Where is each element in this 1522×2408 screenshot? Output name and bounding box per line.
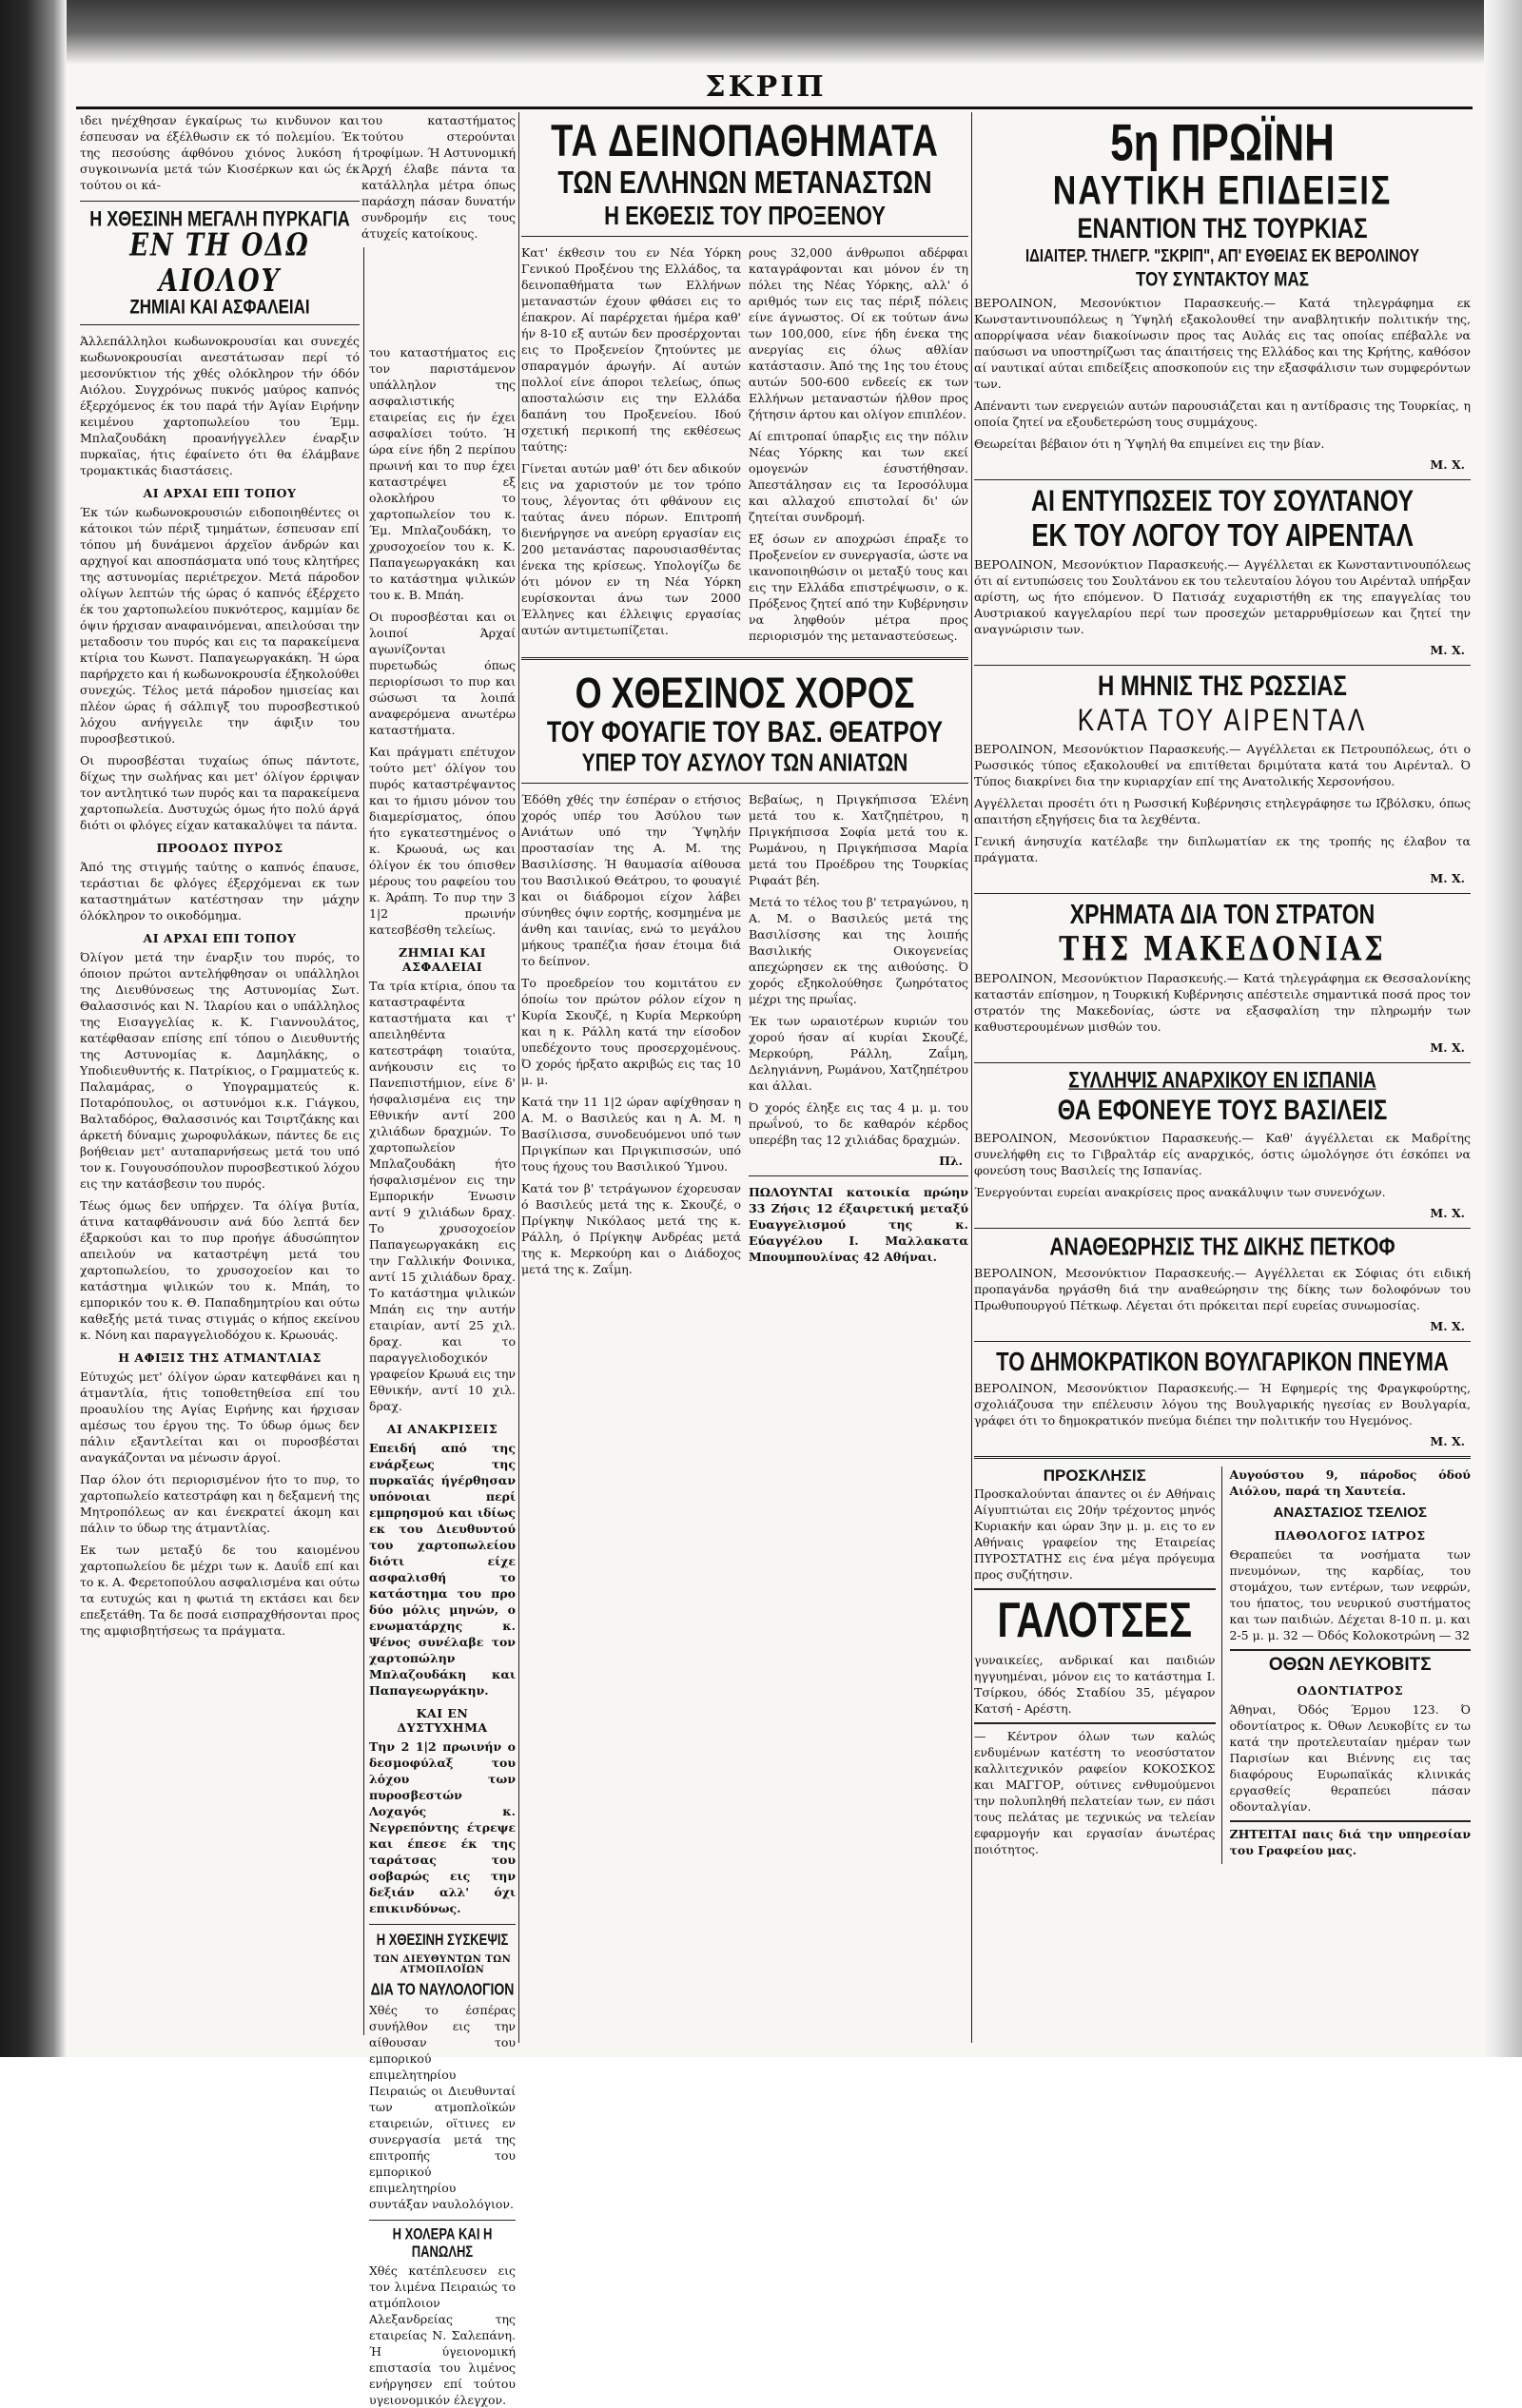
column-divider xyxy=(971,112,972,2043)
paragraph: Και πράγματι επέτυχον τούτο μετ' όλίγον του πυρός καταστρέψαντος και το ήμισυ μόνον του διαμερίσματος, όπου ήτο εγκατεστημένος ο κ. Κρωουά, ως και όλίγον έκ του όπισθεν μέρους του ραφείου του κ. Άράπη. Το πυρ την 3 1|2 πρωινήν κατεσβέσθη τελείως. xyxy=(369,745,516,937)
headline-ball-3: ΥΠΕΡ ΤΟΥ ΑΣΥΛΟΥ ΤΩΝ ΑΝΙΑΤΩΝ xyxy=(581,749,908,777)
separator xyxy=(369,1924,516,1925)
headline-fire: Η ΧΘΕΣΙΝΗ ΜΕΓΑΛΗ ΠΥΡΚΑΓΙΑ xyxy=(89,206,350,231)
separator xyxy=(974,1228,1471,1229)
paragraph: Έκ τών κωδωνοκρουσιών ειδοποιηθέντες οι κάτοικοι τών πέριξ τμημάτων, έσπευσαν επί τόπου μή δυνάμενοι άρχεϊον άνδρών και αρχηγοί και αποσπάσματα υπό τους κλητήρες της αστυνομίας περιέτρεχον. Μετά πάροδον ολίγων λεπτών τής ώρας ό καπνός έξέρχετο έκ του χαρτοπωλείου πυκνότερος, καμμίαν δε όψιν ήρχισαν αναφαινόμεναι, απειλούσαι την μεταδοσιν του πυρός και εις τα παρακείμενα κτίρια του Κωνστ. Παπαγεωργακάκη. Ή ώρα παρήρχετο και ή κωδωνοκρουσία έξηκολούθει συνεχώς. Τέλος μετά πάροδον ημισείας και πλέον ώρας ή σάλπιγξ του πυροσβεστικού λόχου ανήγγειλε την άφιξιν του πυροσβεστικού. xyxy=(80,505,360,746)
paragraph: ΒΕΡΟΛΙΝΟΝ, Μεσονύκτιον Παρασκευής.— Ή Εφημερίς της Φραγκφούρτης, σχολιάζουσα την επέλευσιν λόγου της Βουλγαρικής ηγεσίας εν Βουλγαρία, γράφει ότι το δημοκρατικόν πνεύμα διέπει την πολιτικήν του Ηγεμόνος. xyxy=(974,1381,1471,1427)
paragraph: ρους 32,000 άνθρωποι αδέρφαι καταγράφονται και μόνον έν τη πόλει της Νέας Υόρκης, αλλ' ό αριθμός των εις τας πέριξ πόλεις είνε άγνωστος. Οί εκ τούτων άνω των 100,000, είνε ήδη ένεκα της ανεργίας εις όλως αθλίαν κατάστασιν. Άπό της 1ης του έτους αυτών 500-600 ενδεείς εκ των Ελλήνων μεταναστών ήλθον προς ζήτησιν άρτου και ολίγον επιπλέον. xyxy=(749,245,968,421)
masthead: ΣΚΡΙΠ xyxy=(705,70,827,104)
paragraph: Θεωρείται βέβαιον ότι η Ύψηλή θα επιμείνει εις την βίαν. xyxy=(974,437,1325,451)
signature: Μ. Χ. xyxy=(1430,871,1465,885)
ad-column-right xyxy=(1230,1466,1472,1864)
headline-naval-2: ΕΝΑΝΤΙΟΝ ΤΗΣ ΤΟΥΡΚΙΑΣ xyxy=(1077,212,1368,245)
paragraph: Την 2 1|2 πρωινήν ο δεσμοφύλαξ του λόχου των πυροσβεστών Λοχαγός κ. Νεγρεπόντης έτρεψε και έπεσε έκ της ταράτσας του σοβαρώς εις την δεξιάν αλλ' όχι επικινδύνως. xyxy=(369,1739,516,1915)
paragraph: Χθές το έσπέρας συνήλθον εις την αίθουσαν του εμπορικού επιμελητηρίου Πειραιώς οι Διευθυνταί των ατμοπλοϊκών εταιρειών, οϊτινες εν συνεργασία μετά της επιτροπής του εμπορικού επιμελητηρίου συντάξαν ναυλολόγιον. xyxy=(369,2003,516,2211)
headline-russia-2: ΚΑΤΑ ΤΟΥ ΑΙΡΕΝΤΑΛ xyxy=(1077,702,1368,738)
paragraph: Άλλεπάλληλοι κωδωνοκρουσίαι και συνεχές κωδωνοκρουσίαι ανεστάτωσαν περί τό μεσονύκτιον τής χθές ολόκληρον τήν όδόν Αιόλου. Συγχρόνως πυκνός μαύρος καπνός έξερχόμενος έκ του παρά τήν Άγίαν Ειρήνην κειμένου χαρτοπωλείου του Έμμ. Μπλαζουδάκη προανήγγελλεν έναρξιν πυρκαϊας, ήτις έφαίνετο ότι θα έλάμβανε τρομακτικάς διαστάσεις. xyxy=(80,334,360,477)
signature: Πλ. xyxy=(939,1154,963,1168)
paragraph: Κατ' έκθεσιν του εν Νέα Υόρκη Γενικού Προξένου της Ελλάδος, τα δεινοπαθήματα των Ελλήνων μεταναστών έχουν φθάσει εις το έπακρον. Αί παρέρχεται ήμέρα καθ' ήν 8-10 εξ αυτών δεν προσέρχονται εις το Προξενείον ζητούντες με σπαραγμόν άρωγήν. Αί αυτών πολλοί είνε άποροι τελείως, όπως αποσταλώσιν εις την Ελλάδα δαπάνη του Προξενείου. Ιδού σχετική περικοπή της εκθέσεως ταύτης: xyxy=(521,245,741,454)
signature: Μ. Χ. xyxy=(1430,1434,1465,1448)
article-continued: ιδει ηνέχθησαν έγκαίρως τω κινδυνον και έσπευσαν να έξέλθωσιν εκ τό πολεμίου. Έκ της πεσούσης άφθόνου χιόνος λυκόση ή συγκοινωνία μετά τών Κιοσέρκων και ώς έκ τούτου οι κά- xyxy=(80,113,360,192)
paragraph: Αί επιτροπαί ύπαρξις εις την πόλιν Νέας Υόρκης και των εκεί ομογενών έσυστήθησαν. Άπεστάλησαν εις τα Ιεροσόλυμα και αλλαχού επιστολαί δι' ών ζητείται συνδρομή. xyxy=(749,429,968,524)
paragraph: Εξ όσων εν αποχρώσι έπραξε το Προξενείον εν συνεργασία, ώστε να ικανοποιηθώσιν οι μεταξύ τους και εις την Ελλάδα επιστρέψωσιν, ο κ. Πρόξενος ζητεί από την Κυβέρνησιν να ληφθούν μέτρα προς περιορισμόν της μεταναστεύσεως. xyxy=(749,532,968,643)
headline-fire-sub: ΖΗΜΙΑΙ ΚΑΙ ΑΣΦΑΛΕΙΑΙ xyxy=(129,295,310,319)
separator xyxy=(749,1175,968,1176)
separator xyxy=(521,657,968,660)
paragraph: του καταστήματος εις τον παριστάμενον υπάλληλον της ασφαλιστικής εταιρείας εις ήν έχει ασφαλίσει τούτο. Ή ώρα είνε ήδη 2 περίπου πρωινή και το πυρ έχει καταστρέψει εξ ολοκλήρου το χαρτοπωλείον του κ. Έμ. Μπλαζουδάκη, το χρυσοχοείον του κ. Κ. Παπαγεωργακάκη και το κατάστημα ψιλικών του κ. Β. Μπάη. xyxy=(369,345,516,602)
column-divider xyxy=(518,112,519,2043)
ad-title-doctor: ΑΝΑΣΤΑΣΙΟΣ ΤΣΕΛΙΟΣ xyxy=(1273,1505,1427,1521)
paragraph: Ό χορός έληξε εις τας 4 μ. μ. του πρωΐνού, το δε καθαρόν κέρδος υπερέβη τας 12 χιλιάδας δραχμών. xyxy=(749,1100,968,1147)
advertisements xyxy=(974,1466,1471,1864)
paragraph: Το προεδρείον του κομιτάτου εν όποίω τον πρώτον ρόλον είχον η Κυρία Σκουζέ, η Κυρία Μερκούρη και η κ. Ράλλη κατά την είσοδον υπεδέχοντο τους προσερχομένους. Ό χορός ήρξατο ακριβώς εις τας 10 μ. μ. xyxy=(521,976,741,1087)
paragraph: ΒΕΡΟΛΙΝΟΝ, Μεσονύκτιον Παρασκευής.— Αγγέλλεται εκ Πετρουπόλεως, ότι ο Ρωσσικός τύπος εξακολουθεί να επιτίθεται δριμύτατα κατά του Αιρένταλ. Ό Τύπος διακρίνει δια την κυριαρχίαν επί της Ανατολικής Χερσονήσου. xyxy=(974,742,1471,788)
separator xyxy=(80,201,360,202)
paragraph: Έκ των ωραιοτέρων κυριών του χορού ήσαν αί κυρίαι Σκουζέ, Μερκούρη, Ράλλη, Ζαΐμη, Δεληγιάννη, Ρωμάνου, Χατζηπέτρου και άλλαι. xyxy=(749,1014,968,1093)
ad-title-galoshes: ΓΑΛΟΤΣΕΣ xyxy=(997,1593,1192,1648)
article-continued: του καταστήματος τούτου στερούνται τροφίμων. Ή Αστυνομική Άρχή έλαβε πάντα τα κατάλληλα μέτρα όπως παράσχη πάσαν δυνατήν συνδρομήν εις τους άτυχείς κατοίκους. xyxy=(361,113,516,241)
headline-meeting: Η ΧΘΕΣΙΝΗ ΣΥΣΚΕΨΙΣ xyxy=(376,1931,509,1949)
signature: Μ. Χ. xyxy=(1430,1040,1465,1055)
signature: Μ. Χ. xyxy=(1430,643,1465,657)
paragraph: Χθές κατέπλευσεν εις τον λιμένα Πειραιώς το ατμόπλοιον Αλεξανδρείας της εταιρείας Ν. Σαλεπάνη. Ή ύγειονομική επιστασία του λιμένος ενήργησεν επί τούτου υγειονομικόν έλεγχον. xyxy=(369,2263,516,2407)
headline-sultan: ΑΙ ΕΝΤΥΠΩΣΕΙΣ ΤΟΥ ΣΟΥΛΤΑΝΟΥ xyxy=(1030,484,1415,518)
headline-naval-3: ΙΔΙΑΙΤΕΡ. ΤΗΛΕΓΡ. "ΣΚΡΙΠ", ΑΠ' ΕΥΘΕΙΑΣ ΕΚ ΒΕΡΟΛΙΝΟΥ xyxy=(1024,245,1420,267)
separator xyxy=(521,236,968,237)
ad-text: — Κέντρον όλων των καλώς ενδυμένων κατέστη το νεοσύστατον καλλιτεχνικόν ραφείον ΚΟΚΟΣΚΟΣ και ΜΑΓΓΟΡ, ούτινες ενθυμούμενοι την πολυπληθή πελατείαν των, εν πάσι τους πελάτας με τεχνικώς να τελείαν εφαρμογήν και εργασίαν άνωτέρας ποιότητος. xyxy=(974,1729,1216,1856)
headline-russia: Η ΜΗΝΙΣ ΤΗΣ ΡΩΣΣΙΑΣ xyxy=(1098,670,1347,703)
paragraph: Τα τρία κτίρια, όπου τα καταστραφέντα καταστήματα και τ' απειληθέντα κατεστράφη τοιαύτα, ανήκουσιν εις το Πανεπιστήμιον, είνε δ' ήσφαλισμένα εις την Εθνικήν αντί 200 χιλιάδων δραχμών. Το χαρτοπωλείον Μπλαζουδάκη ήτο ήσφαλισμένον εις την Εμπορικήν Ένωσιν αντί 9 χιλιάδων δραχ. Το χρυσοχοείον Παπαγεωργακάκη εις την Γαλλικήν Φοινικα, αντί 15 χιλιάδων δραχ. Το κατάστημα ψιλικών Μπάη εις την αυτήν εταιρίαν, αντί 25 χιλ. δραχ. και το παραγγελιοδοχικόν γραφείον Κρωυά εις την Εθνικήν, αντί 10 χιλ. δραχ. xyxy=(369,979,516,1413)
paragraph: ΒΕΡΟΛΙΝΟΝ, Μεσονύκτιον Παρασκευής.— Καθ' άγγέλλεται εκ Μαδρίτης συνελήφθη εις το Γιβραλτάρ είς αναρχικός, όστις ώμολόγησε ότι έσκόπει να φονεύση τους Βασιλείς της Ισπανίας. xyxy=(974,1131,1471,1177)
scan-edge-top xyxy=(67,0,1493,65)
signature: Μ. Χ. xyxy=(1430,1319,1465,1333)
headline-anarchist: ΣΥΛΛΗΨΙΣ ΑΝΑΡΧΙΚΟΥ ΕΝ ΙΣΠΑΝΙΑ xyxy=(1068,1068,1376,1094)
paragraph: ΒΕΡΟΛΙΝΟΝ, Μεσονύκτιον Παρασκευής.— Κατά τηλεγράφημα εκ Θεσσαλονίκης καταστάν επίσημον, η Τουρκική Κυβέρνησις απέστειλε σημαντικά ποσά προς τον στρατόν της Μακεδονίας, ώστε να εξασφαλίση την πληρωμήν των καθυστερουμένων μισθών του. xyxy=(974,971,1471,1034)
paragraph: Εκ των μεταξύ δε του καιομένου χαρτοπωλείου δε μέχρι των κ. Δαυΐδ επί και το κ. Α. Φερετοπούλου ασφαλισμένα και ούτω τα ευτυχώς και η φωτιά τη εκτάσει και δεν επεξετάθη. Τα δε ποσά εισπραχθήσονται προς της αμφισβητήσεως τα πράγματα. xyxy=(80,1543,360,1638)
ad-title: ΠΡΟΣΚΛΗΣΙΣ xyxy=(1043,1466,1146,1485)
paragraph: Γενική άνησυχία κατέλαβε την διπλωματίαν εκ της τροπής ης έλαβον τα πράγματα. xyxy=(974,834,1471,864)
headline-emigrants-2: ΤΩΝ ΕΛΛΗΝΩΝ ΜΕΤΑΝΑΣΤΩΝ xyxy=(557,165,932,201)
paragraph: ΒΕΡΟΛΙΝΟΝ, Μεσονύκτιον Παρασκευής.— Αγγέλλεται εκ Κωνσταντινουπόλεως ότι αί εντυπώσεις του Σουλτάνου εκ του τελευταίου λόγου του Αιρένταλ υπήρξαν αρίστη, ως ήτο επόμενον. Ό Πατισάχ ευχαριστήθη εκ της επαγγελίας του Αυστριακού καγγελαρίου περί των προσεχών μεταρρυθμίσεων και ζητεί την αναγνώρισιν των. xyxy=(974,557,1471,636)
ad-text: Αυγούστου 9, πάροδος όδού Αιόλου, παρά τη Χαυτεία. xyxy=(1229,1467,1471,1498)
ad-subtitle: ΟΔΟΝΤΙΑΤΡΟΣ xyxy=(1297,1683,1404,1698)
separator xyxy=(974,1062,1471,1063)
ad-subtitle: ΠΑΘΟΛΟΓΟΣ ΙΑΤΡΟΣ xyxy=(1274,1528,1426,1543)
paragraph: Έδόθη χθές την έσπέραν ο ετήσιος χορός υπέρ του Άσύλου των Ανιάτων υπό την Ύψηλήν προστασίαν της Α. Μ. της Βασιλίσσης. Ή θαυμασία αίθουσα του Βασιλικού Θεάτρου, το φουαγιέ και οι διάδρομοι είχον λάβει σύνηθες όψιν εορτής, κοσμημένα με άνθη και ταινίας, ενώ το μεγάλου μήκους τραπέζια ήσαν έτοιμα διά το δείπνον. xyxy=(521,792,741,968)
headline-bulgarian: ΤΟ ΔΗΜΟΚΡΑΤΙΚΟΝ ΒΟΥΛΓΑΡΙΚΟΝ ΠΝΕΥΜΑ xyxy=(996,1346,1449,1376)
separator xyxy=(974,1341,1471,1342)
paragraph: Οι πυροσβέσται και οι λοιποί Άρχαί αγωνίζονται πυρετωδώς όπως περιορίσωσι το πυρ και σώσωσι τα λοιπά αναφερόμενα ανωτέρω καταστήματα. xyxy=(369,610,516,737)
paragraph: Απέναντι των ενεργειών αυτών παρουσιάζεται και η αντίδρασις της Τουρκίας, η οποία ζητεί να εξουδετερώση τους συμμάχους. xyxy=(974,398,1471,429)
headline-sultan-2: ΕΚ ΤΟΥ ΛΟΓΟΥ ΤΟΥ ΑΙΡΕΝΤΑΛ xyxy=(1031,517,1414,553)
subheading: ΑΙ ΑΡΧΑΙ ΕΠΙ ΤΟΠΟΥ xyxy=(143,486,297,500)
paragraph: Οι πυροσβέσται τυχαίως όπως πάντοτε, δίχως την σωλήνας και μετ' όλίγον έρριψαν τον αντλητικό των πυρός και τα παρακείμενα χαρτοπωλεία. Δυστυχώς όμως ήτο πολύ άργά διότι οι φλόγες είχαν κατακαλύψει τα πάντα. xyxy=(80,753,360,832)
subheading: ΚΑΙ ΕΝ ΔΥΣΤΥΧΗΜΑ xyxy=(397,1706,488,1735)
headline-naval-4: ΤΟΥ ΣΥΝΤΑΚΤΟΥ ΜΑΣ xyxy=(1136,267,1309,291)
paragraph: Κατά τον β' τετράγωνον έχορευσαν ό Βασιλεύς μετά της κ. Σκουζέ, ο Πρίγκηψ Νικόλαος μετά της κ. Ράλλη, ό Πρίγκηψ Ανδρέας μετά της κ. Μερκούρη και ο Διάδοχος μετά της κ. Ζαΐμη. xyxy=(521,1181,741,1276)
ad-text: ΖΗΤΕΙΤΑΙ παις διά την υπηρεσίαν του Γραφείου μας. xyxy=(1229,1827,1471,1857)
ad-text: Άθηναι, Όδός Έρμου 123. Ό οδοντίατρος κ. Όθων Λευκοβίτς εν τω κατά την προτελευταίαν ημέραν των Παρισίων και Βιέννης εις τας διαφόρους Ευρωπαϊκάς κλινικάς εργασθείς θεραπεύει πάσαν οδονταλγίαν. xyxy=(1229,1702,1471,1814)
column-1 xyxy=(80,112,360,2043)
separator xyxy=(80,324,360,325)
headline-edition: 5η ΠΡΩΪΝΗ xyxy=(1110,113,1335,172)
column-2 xyxy=(521,112,968,2043)
headline-money: ΧΡΗΜΑΤΑ ΔΙΑ ΤΟΝ ΣΤΡΑΤΟΝ xyxy=(1069,898,1376,930)
separator xyxy=(974,479,1471,480)
paragraph: Γίνεται αυτών μαθ' ότι δεν αδικούν εις να χαριστούν με τον τρόπο τους, λέγοντας ότι φθάνουν εις ταύτας άνευ πόρων. Επιτροπή διενήργησε να ανεύρη εργασίαν εις 200 μετανάστας παρουσιασθέντας ένεκα της κρίσεως. Υπολογίζω δε ότι μόνον εν τη Νέα Υόρκη ευρίσκονται άνω των 2000 Έλληνες και έλλειψις εργασίας αυτών αντιμετωπίζεται. xyxy=(521,461,741,637)
paragraph: Αγγέλλεται προσέτι ότι η Ρωσσική Κυβέρνησις ετηλεγράφησε τω Ιζβόλσκυ, όπως απαιτήση εξηγήσεις δια τα λεχθέντα. xyxy=(974,796,1471,826)
subheading: ΠΡΟΟΔΟΣ ΠΥΡΟΣ xyxy=(156,841,283,855)
headline-meeting-sub: ΤΩΝ ΔΙΕΥΘΥΝΤΩΝ ΤΩΝ ΑΤΜΟΠΛΟΪΩΝ xyxy=(373,1954,512,1975)
headline-emigrants: ΤΑ ΔΕΙΝΟΠΑΘΗΜΑΤΑ xyxy=(551,116,939,167)
paragraph: Επειδή από της ενάρξεως της πυρκαϊάς ήγέρθησαν υπόνοιαι περί εμπρησμού και ιδίως εκ του Διευθυντού του χαρτοπωλείου διότι είχε ασφαλισθή το κατάστημα του προ δύο μόλις μηνών, ο ενωματάρχης κ. Ψένος συνέλαβε τον χαρτοπώλην Μπλαζουδάκη και Παπαγεωργάκην. xyxy=(369,1441,516,1698)
headline-emigrants-3: Η ΕΚΘΕΣΙΣ ΤΟΥ ΠΡΟΞΕΝΟΥ xyxy=(604,200,886,230)
paragraph: ΒΕΡΟΛΙΝΟΝ, Μεσονύκτιον Παρασκευής.— Αγγέλλεται εκ Σόφιας ότι ειδική προπαγάνδα ηργάσθη διά την αναθεώρησιν της δίκης των δολοφόνων του Πρωθυπουργού Πέτκωφ. Λέγεται ότι πρόκειται περί ευρείας συνωμοσίας. xyxy=(974,1266,1471,1312)
separator xyxy=(974,1456,1471,1459)
masthead-rule xyxy=(76,107,1473,109)
subheading: ΑΙ ΑΡΧΑΙ ΕΠΙ ΤΟΠΟΥ xyxy=(143,931,297,945)
scan-edge-left xyxy=(0,0,67,2057)
paragraph: Εύτυχώς μετ' όλίγον ώραν κατεφθάνει και η άτμαντλία, ήτις τοποθετηθείσα επί του προαυλίου της Αγίας Ειρήνης και ήρχισαν αμέσως του έργου της. Το ύδωρ όμως δεν πάλιν εξαντλείται και οι πυροσβέσται αναγκάζονται να μένωσιν άργοί. xyxy=(80,1369,360,1465)
ad-text: Θεραπεύει τα νοσήματα των πνευμόνων, της καρδίας, του στομάχου, των εντέρων, των νεφρών, του ήπατος, του νευρικού συστήματος και των παιδιών. Δέχεται 8-10 π. μ. και 2-5 μ. μ. 32 — Όδός Κολοκοτρώνη — 32 xyxy=(1229,1547,1471,1642)
ad-column-left xyxy=(974,1466,1222,1864)
headline-meeting-sub2: ΔΙΑ ΤΟ ΝΑΥΛΟΛΟΓΙΟΝ xyxy=(370,1979,515,1998)
headline-fire-street: ΕΝ ΤΗ ΟΔΩ ΑΙΟΛΟΥ xyxy=(129,227,310,300)
headline-naval: ΝΑΥΤΙΚΗ ΕΠΙΔΕΙΞΙΣ xyxy=(1052,168,1393,214)
ad-text: γυναικείες, ανδρικαί και παιδιών ηγγυημέναι, μόνον εις το κατάστημα Ι. Τσίρκου, όδός Σταδίου 35, μέγαρον Κατσή - Αρέστη. xyxy=(974,1653,1216,1716)
column-3 xyxy=(974,112,1471,2043)
paragraph: Παρ όλον ότι περιορισμένον ήτο το πυρ, το χαρτοπωλείο κατεστράφη και η δεξαμενή της Μητροπόλεως αν και ένεκρατεί άκομη και πάλιν το ύδωρ της άτμαντλίας. xyxy=(80,1472,360,1535)
paragraph: Τέως όμως δεν υπήρχεν. Τα όλίγα βυτία, άτινα καταφθάνουσιν ανά δύο λεπτά δεν έξαρκούσι και το πυρ προήγε άδυσώπητον απειλούν να καταστρέψη μετά του χαρτοπωλείου, το χρυσοχοείον και το κατάστημα ψιλικών του κ. Μπάη, το εμπορικόν του κ. Θ. Παπαδημητρίου και ούτω καθεξής μετά τινας στιγμάς ο κήπος εκείνου κ. Νόνη και παραγγελιοδόχου κ. Κρωουάς. xyxy=(80,1198,360,1342)
subheading: ΖΗΜΙΑΙ ΚΑΙ ΑΣΦΑΛΕΙΑΙ xyxy=(399,945,486,974)
headline-ball-2: ΤΟΥ ΦΟΥΑΓΙΕ ΤΟΥ ΒΑΣ. ΘΕΑΤΡΟΥ xyxy=(546,715,944,749)
separator xyxy=(974,665,1471,666)
ad-title-dentist: ΟΘΩΝ ΛΕΥΚΟΒΙΤΣ xyxy=(1268,1655,1432,1675)
column-1b-body xyxy=(369,344,516,2407)
headline-anarchist-2: ΘΑ ΕΦΟΝΕΥΕ ΤΟΥΣ ΒΑΣΙΛΕΙΣ xyxy=(1057,1094,1388,1127)
two-column-text xyxy=(521,244,968,650)
separator xyxy=(974,893,1471,894)
paragraph: ΒΕΡΟΛΙΝΟΝ, Μεσονύκτιον Παρασκευής.— Κατά τηλεγράφημα εκ Κωνσταντινουπόλεως η Ύψηλή εξακολουθεί την αναβλητικήν πολιτικήν της, απορρίψασα νέαν διακοίνωσιν προς τας Αυλάς εις τας οποίας επέβαλλε να παύσωσι να υποστηρίζωσι τας άπαιτήσεις της Ελλάδος και της Κρήτης, καθόσον αί ναυτικαί αύται επιδείξεις αποσκοπούν εις την εξασφάλισιν των συμφερόντων των. xyxy=(974,296,1471,391)
two-column-text xyxy=(521,791,968,1283)
paragraph: Βεβαίως, η Πριγκήπισσα Έλένη μετά του κ. Χατζηπέτρου, η Πριγκήπισσα Σοφία μετά του κ. Ρωμάνου, η Πριγκήπισσα Μαρία μετά του Προέδρου της Τουρκίας Ριφαάτ βέη. xyxy=(749,792,968,887)
headline-petkov: ΑΝΑΘΕΩΡΗΣΙΣ ΤΗΣ ΔΙΚΗΣ ΠΕΤΚΟΦ xyxy=(1049,1233,1395,1261)
paragraph: Όλίγον μετά την έναρξιν του πυρός, το όποιον πρώτοι αντελήφθησαν οι υπάλληλοι της Διευθύνσεως της Αστυνομίας Σωτ. Θαλασσινός και Ν. Ίλαρίου και ο υπάλληλος της Εισαγγελίας κ. Κ. Γιαννουλάτος, κατέφθασαν επίσης επί τόπου ο Διευθυντής της Αστυνομίας κ. Δαμηλάκης, ο Υποδιευθυντής κ. Πατρίκιος, ο Γραμματεύς κ. Παλαμάρας, ο Υπογραμματεύς κ. Ποταρόπουλος, οι αστυνόμοι κ.κ. Γιάγκου, Βαλταδόρος, Θαλασσινός και Τσιρτζάκης και άρκετή δύναμις χωροφυλάκων, πάντες δε εις βοήθειαν μετ' αυταπαρνήσεως μετά του υπό τον κ. Γουγουσόπουλον πυροσβεστικού λόχου εις την κατάσβεσιν του πυρός. xyxy=(80,950,360,1191)
paragraph: Μετά το τέλος του β' τετραγώνου, η Α. Μ. ο Βασιλεύς μετά της Βασιλίσσης και της λοιπής Βασιλικής Οικογενείας απεχώρησεν εκ της αιθούσης. Ό χορός εξηκολούθησε ζωηρότατος μέχρι της πρωΐας. xyxy=(749,895,968,1006)
paragraph: Κατά την 11 1|2 ώραν αφίχθησαν η Α. Μ. ο Βασιλεύς και η Α. Μ. η Βασίλισσα, συνοδευόμενοι υπό των Πριγκίπων και Πριγκιπισσών, υπό τους ήχους του Βασιλικού Ύμνου. xyxy=(521,1095,741,1174)
paragraph: Ένεργούνται ευρείαι ανακρίσεις προς ανακάλυψιν των συνενόχων. xyxy=(974,1185,1386,1199)
headline-money-2: ΤΗΣ ΜΑΚΕΔΟΝΙΑΣ xyxy=(1059,928,1386,969)
headline-cholera: Η ΧΟΛΕΡΑ ΚΑΙ Η ΠΑΝΩΛΗΣ xyxy=(392,2224,493,2261)
separator xyxy=(521,783,968,784)
separator xyxy=(369,2220,516,2221)
subheading: Η ΑΦΙΞΙΣ ΤΗΣ ΑΤΜΑΝΤΛΙΑΣ xyxy=(118,1350,322,1365)
classified-ad: ΠΩΛΟΥΝΤΑΙ κατοικία πρώην 33 Ζήσις 12 έξαιρετική μεταξύ Ευαγγελισμού της κ. Εύαγγέλου Ι. Μαλλακατα Μπουμπουλίνας 42 Αθήναι. xyxy=(749,1185,968,1264)
signature: Μ. Χ. xyxy=(1430,457,1465,472)
signature: Μ. Χ. xyxy=(1430,1206,1465,1220)
ad-text: Προσκαλούνται άπαντες οι έν Αθήναις Αίγυπτιώται εις 20ήν τρέχοντος μηνός Κυριακήν και ώραν 3ην μ. μ. εις το εν Αθήναις γραφείον της Εταιρείας ΠΥΡΟΣΤΑΤΗΣ εις ένα μέγα πρόγευμα προς συζήτησιν. xyxy=(974,1486,1216,1582)
scan-edge-right xyxy=(1484,0,1522,2057)
paragraph: Άπό της στιγμής ταύτης ο καπνός έπαυσε, τεράστιαι δε φλόγες έξερχόμεναι εκ των καταστημάτων κατέστησαν την μάχην όλόκληρον το οικοδόμημα. xyxy=(80,860,360,922)
headline-ball: Ο ΧΘΕΣΙΝΟΣ ΧΟΡΟΣ xyxy=(575,668,915,717)
subheading: ΑΙ ΑΝΑΚΡΙΣΕΙΣ xyxy=(386,1422,498,1436)
